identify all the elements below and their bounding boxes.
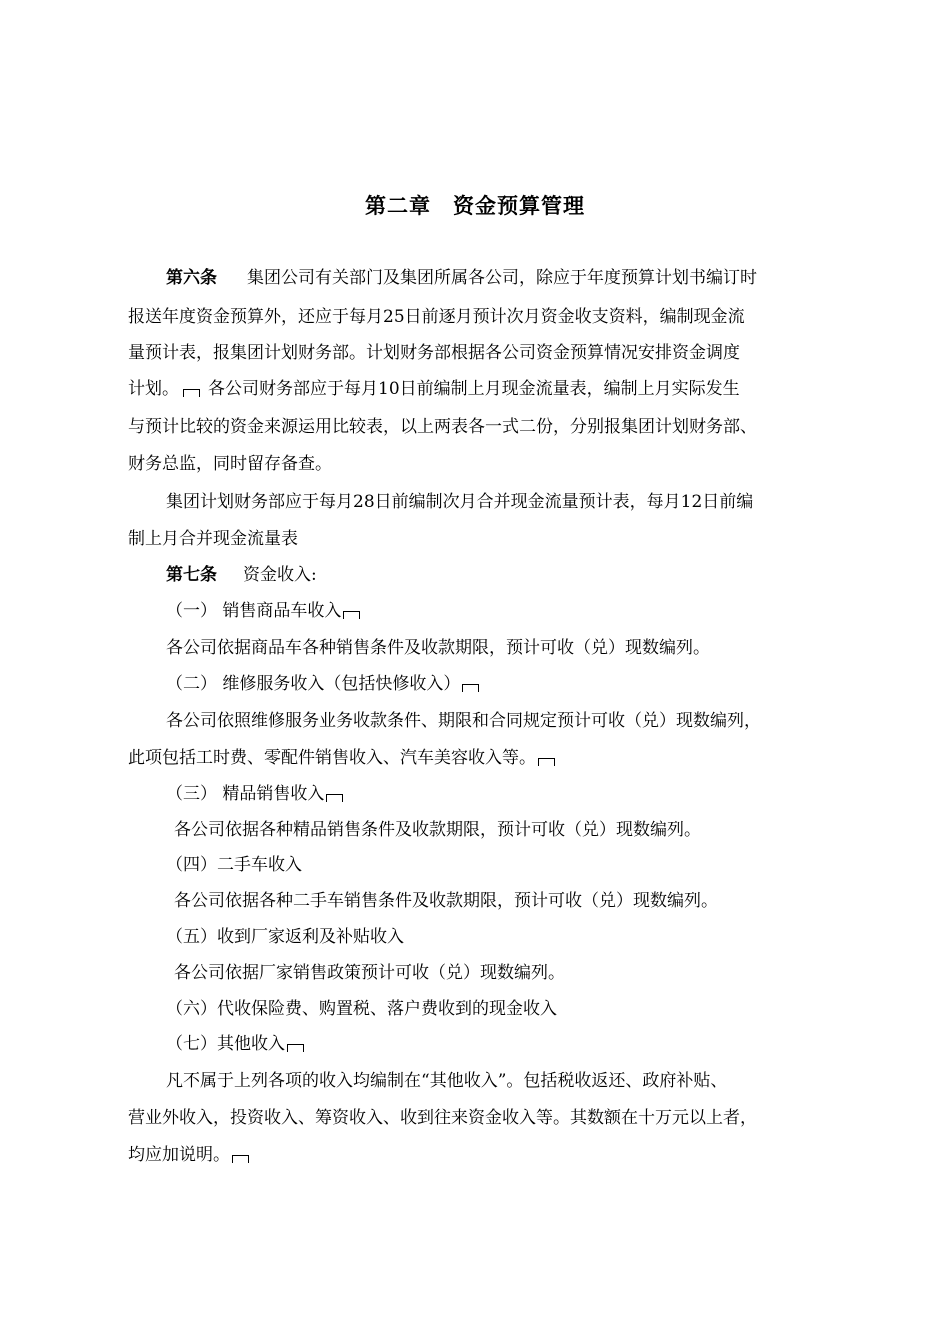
item-7-desc-3-text: 均应加说明。: [128, 1145, 230, 1165]
article-6-line-6: 财务总监，同时留存备查。: [128, 454, 332, 474]
item-5-desc: 各公司依据厂家销售政策预计可收（兑）现数编列。: [174, 963, 565, 983]
article-6-line-4: [128, 377, 740, 401]
paragraph-mark-icon: [287, 1044, 304, 1052]
item-1-desc: 各公司依据商品车各种销售条件及收款期限，预计可收（兑）现数编列。: [166, 638, 710, 658]
item-5-heading: （五）收到厂家返利及补贴收入: [166, 927, 404, 947]
item-2-desc-2-text: 此项包括工时费、零配件销售收入、汽车美容收入等。: [128, 748, 536, 768]
article-6-line-7: 集团计划财务部应于每月28日前编制次月合并现金流量预计表，每月12日前编: [166, 492, 754, 512]
article-6-label: 第六条: [166, 268, 217, 288]
item-1-heading-text: （一） 销售商品车收入: [166, 601, 342, 621]
chapter-title: 第二章 资金预算管理: [365, 193, 585, 218]
item-3-heading: [166, 782, 343, 806]
article-6-line-1: [166, 266, 757, 290]
item-1-heading: [166, 599, 360, 623]
item-2-heading: [166, 672, 479, 696]
paragraph-mark-icon: [462, 684, 479, 692]
item-7-heading-text: （七）其他收入: [166, 1034, 285, 1054]
paragraph-mark-icon: [326, 794, 343, 802]
article-7-label: 第七条: [166, 565, 217, 585]
paragraph-mark-icon: [538, 758, 555, 766]
paragraph-mark-icon: [232, 1155, 249, 1163]
article-7-line: [166, 563, 317, 587]
item-7-desc-3: [128, 1143, 249, 1167]
item-7-desc-2: 营业外收入，投资收入、筹资收入、收到往来资金收入等。其数额在十万元以上者，: [128, 1108, 757, 1128]
article-6-line-8: 制上月合并现金流量表: [128, 529, 298, 549]
item-3-heading-text: （三） 精品销售收入: [166, 784, 325, 804]
article-6-line-5: 与预计比较的资金来源运用比较表，以上两表各一式二份，分别报集团计划财务部、: [128, 417, 757, 437]
article-6-text-1: 集团公司有关部门及集团所属各公司，除应于年度预算计划书编订时: [247, 268, 757, 288]
item-2-heading-text: （二） 维修服务收入（包括快修收入）: [166, 674, 461, 694]
item-4-desc: 各公司依据各种二手车销售条件及收款期限，预计可收（兑）现数编列。: [174, 891, 718, 911]
article-6-text-4b: 各公司财务部应于每月10日前编制上月现金流量表，编制上月实际发生: [208, 379, 740, 399]
item-2-desc-1: 各公司依照维修服务业务收款条件、期限和合同规定预计可收（兑）现数编列，: [166, 711, 761, 731]
paragraph-mark-icon: [183, 389, 200, 397]
item-7-desc-1: 凡不属于上列各项的收入均编制在“其他收入”。包括税收返还、政府补贴、: [166, 1071, 728, 1091]
article-6-line-2: 报送年度资金预算外，还应于每月25日前逐月预计次月资金收支资料，编制现金流: [128, 307, 745, 327]
paragraph-mark-icon: [343, 611, 360, 619]
article-7-intro: 资金收入:: [243, 565, 317, 585]
item-4-heading: （四）二手车收入: [166, 855, 302, 875]
item-2-desc-2: [128, 746, 555, 770]
article-6-text-4a: 计划。: [128, 379, 179, 399]
item-7-heading: [166, 1032, 304, 1056]
article-6-line-3: 量预计表，报集团计划财务部。计划财务部根据各公司资金预算情况安排资金调度: [128, 343, 740, 363]
item-3-desc: 各公司依据各种精品销售条件及收款期限，预计可收（兑）现数编列。: [174, 820, 701, 840]
item-6-heading: （六）代收保险费、购置税、落户费收到的现金收入: [166, 999, 557, 1019]
